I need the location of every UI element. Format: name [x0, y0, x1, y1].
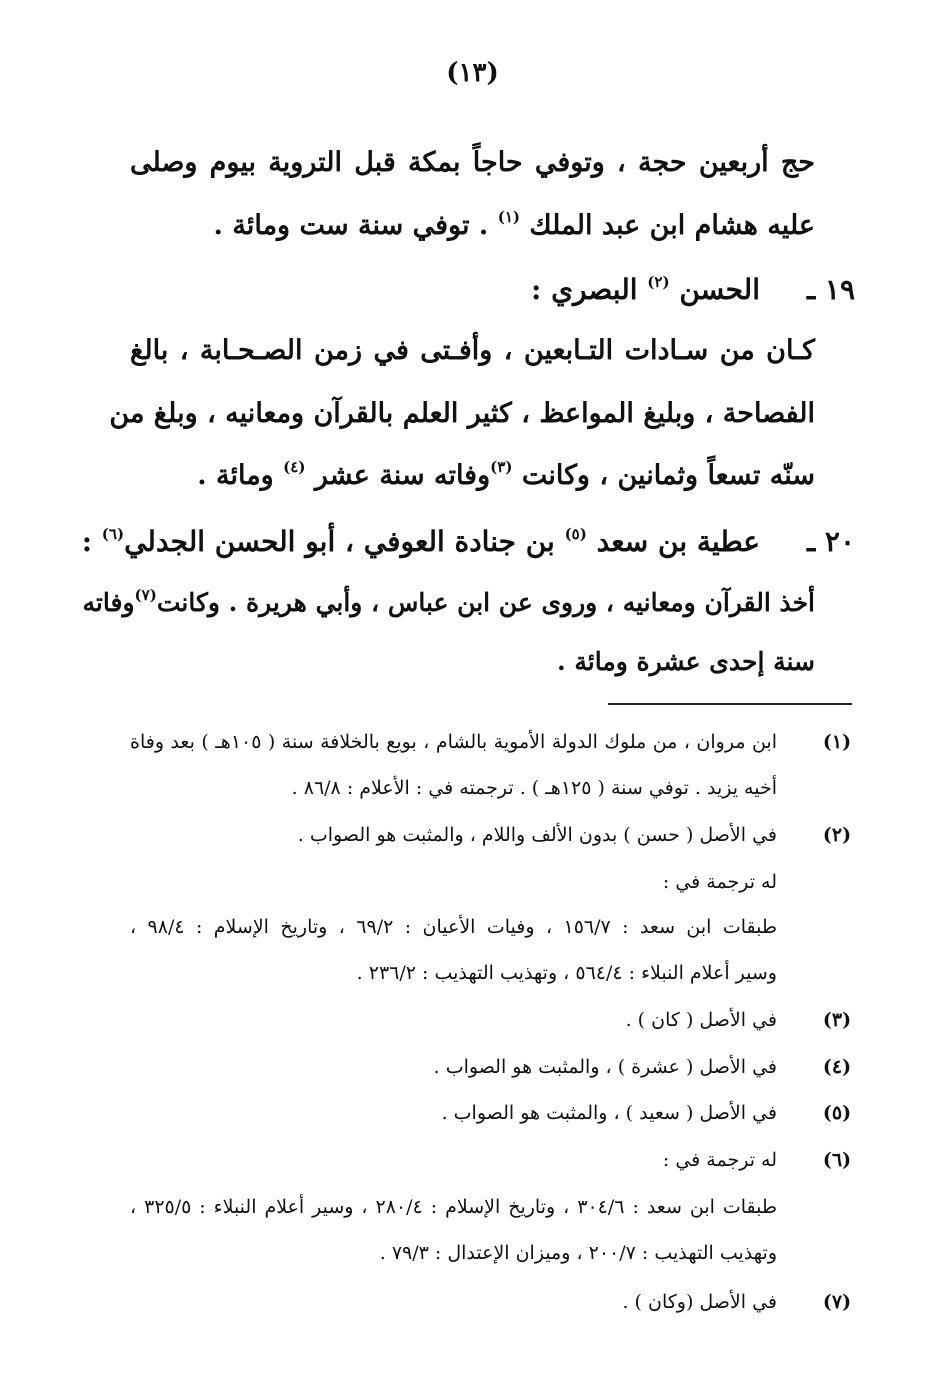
entry-19-heading: [531, 268, 760, 312]
body-line-5-tail: ومائة .: [197, 460, 274, 491]
body-line-3: كـان من سـادات التـابعين ، وأفـتى في زمن الصـحـابة ، بالغ: [130, 335, 815, 366]
footnote-ref-1[interactable]: (١): [497, 208, 521, 226]
entry-20-number: ٢٠ ـ: [806, 525, 855, 558]
footnote-6-line-3: وتهذيب التهذيب : ٢٠٠/٧ ، وميزان الإعتدال : ٧٩/٣ .: [379, 1242, 777, 1264]
body-line-5-text: سنّه تسعاً وثمانين ، وكانت: [521, 460, 815, 491]
footnote-2-line-3: طبقات ابن سعد : ١٥٦/٧ ، وفيات الأعيان : ٦٩/٢ ، وتاريخ الإسلام : ٩٨/٤ ،: [130, 916, 778, 938]
body-line-6-text: أخذ القرآن ومعانيه ، وروى عن ابن عباس ، وأبي هريرة . وكانت: [156, 588, 815, 617]
page-number: (١٣): [446, 58, 499, 88]
footnote-ref-5[interactable]: (٥): [564, 524, 587, 543]
body-line-2-text: عليه هشام ابن عبد الملك: [529, 210, 815, 241]
footnote-6-line-1: له ترجمة في :: [662, 1149, 777, 1171]
footnote-ref-3[interactable]: (٣): [490, 458, 513, 476]
body-line-2-tail: . توفي سنة ست ومائة .: [213, 210, 489, 241]
footnote-divider: [608, 703, 852, 705]
footnote-4-number: (٤): [822, 1056, 852, 1078]
footnote-2-line-2: له ترجمة في :: [662, 871, 777, 893]
entry-19-number: ١٩ ـ: [806, 273, 855, 306]
entry-20-lineage: بن جنادة العوفي ، أبو الحسن الجدلي: [124, 525, 555, 558]
body-line-2: [214, 206, 815, 246]
body-line-5: [197, 456, 815, 496]
body-line-1: حج أربعين حجة ، وتوفي حاجاً بمكة قبل التروية بيوم وصلى: [130, 147, 815, 178]
entry-19-name: الحسن: [679, 273, 760, 306]
body-line-4: الفصاحة ، وبليغ المواعظ ، كثير العلم بالقرآن ومعانيه ، وبلغ من: [109, 398, 815, 429]
body-line-7: سنة إحدى عشرة ومائة .: [556, 647, 815, 676]
footnote-1-line-2: أخيه يزيد . توفي سنة ( ١٢٥هـ ) . ترجمته في : الأعلام : ٨٦/٨ .: [291, 777, 777, 799]
footnote-ref-7[interactable]: (٧): [134, 585, 157, 604]
entry-20-colon: :: [81, 525, 93, 558]
footnote-7-number: (٧): [822, 1291, 852, 1313]
footnote-2-line-1: في الأصل ( حسن ) بدون الألف واللام ، والمثبت هو الصواب .: [297, 824, 777, 846]
footnote-5-number: (٥): [822, 1102, 852, 1124]
footnote-ref-6[interactable]: (٦): [101, 524, 125, 543]
entry-20-heading: [82, 520, 760, 564]
footnote-2-line-4: وسير أعلام النبلاء : ٥٦٤/٤ ، وتهذيب التهذيب : ٢٣٦/٢ .: [356, 962, 777, 984]
footnote-3-number: (٣): [822, 1009, 852, 1031]
footnote-6-number: (٦): [822, 1149, 852, 1171]
body-line-6: [82, 583, 815, 623]
entry-20-name: عطية بن سعد: [596, 525, 760, 558]
body-line-6-tail: وفاته: [82, 588, 135, 617]
footnote-4-text: في الأصل ( عشرة ) ، والمثبت هو الصواب .: [433, 1056, 777, 1078]
footnote-1-line-1: ابن مروان ، من ملوك الدولة الأموية بالشام ، بويع بالخلافة سنة ( ١٠٥هـ ) بعد وفاة: [130, 731, 777, 753]
footnote-ref-4[interactable]: (٤): [283, 458, 306, 476]
footnote-6-line-2: طبقات ابن سعد : ٣٠٤/٦ ، وتاريخ الإسلام : ٢٨٠/٤ ، وسير أعلام النبلاء : ٣٢٥/٥ ،: [130, 1196, 778, 1218]
footnote-1-number: (١): [822, 731, 852, 753]
footnote-2-number: (٢): [822, 824, 852, 846]
footnote-ref-2[interactable]: (٢): [647, 272, 670, 291]
footnote-5-text: في الأصل ( سعيد ) ، والمثبت هو الصواب .: [441, 1102, 777, 1124]
body-line-5-mid: وفاته سنة عشر: [314, 460, 491, 491]
entry-19-nisba: البصري :: [531, 273, 638, 306]
footnote-3-text: في الأصل ( كان ) .: [625, 1009, 777, 1031]
footnote-7-text: في الأصل (وكان ) .: [622, 1291, 777, 1313]
